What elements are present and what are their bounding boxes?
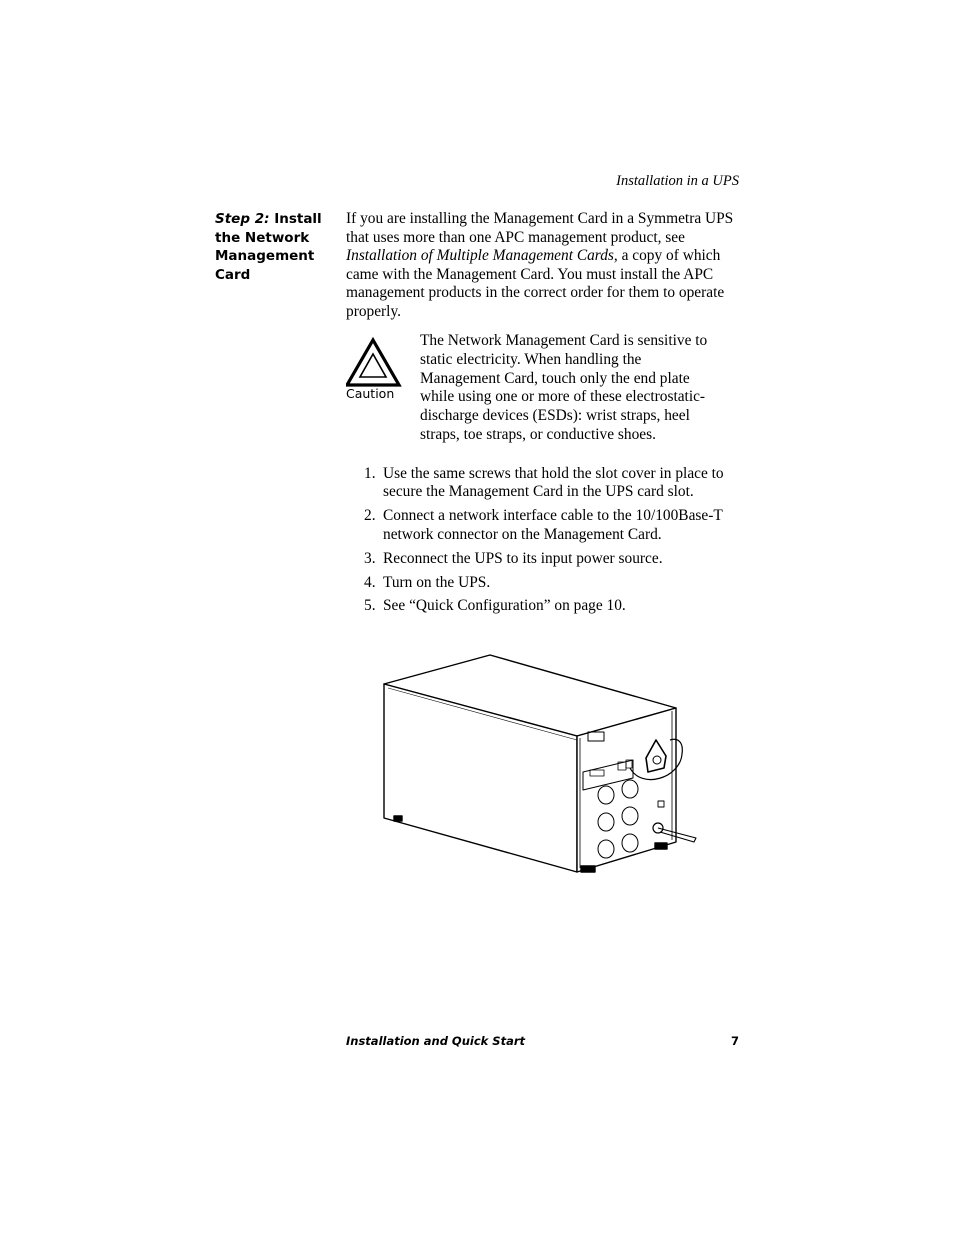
installation-steps <box>346 465 741 621</box>
step-text: See “Quick Configuration” on page 10. <box>383 597 626 615</box>
step-number: 3. <box>364 549 376 567</box>
running-head: Installation in a UPS <box>616 173 739 189</box>
step-item <box>346 550 741 568</box>
step-text: Reconnect the UPS to its input power source. <box>383 549 663 567</box>
intro-paragraph <box>346 210 741 322</box>
step-number: 1. <box>364 465 376 482</box>
page-number: 7 <box>730 1034 739 1048</box>
caution-text: The Network Management Card is sensitive to static electricity. When handling the Management Card, touch only the end plate while using one or more of these electrostatic-discharge devices (ESDs): wrist straps, heel straps, toe straps, or conductive shoes. <box>420 332 708 443</box>
step-text: Connect a network interface cable to the 10/100Base-T network connector on the Management Card. <box>383 507 723 543</box>
step-number: 5. <box>364 597 376 615</box>
step-item <box>346 507 741 544</box>
section-heading-title: Install the Network Management Card <box>215 211 322 283</box>
caution-label: Caution <box>346 386 395 401</box>
intro-reference: Installation of Multiple Management Cards <box>346 247 614 265</box>
section-heading <box>215 210 325 284</box>
step-item <box>346 465 741 502</box>
ups-illustration <box>380 650 700 880</box>
step-text: Turn on the UPS. <box>383 573 491 591</box>
intro-text-1: If you are installing the Management Card in a Symmetra UPS that uses more than one APC management product, see <box>346 210 734 246</box>
section-heading-step: Step 2: <box>215 211 270 227</box>
intro-text-2: , a copy of which came with the Management Card. You must install the APC management products in the correct order for them to operate properly. <box>346 247 725 320</box>
step-number: 4. <box>364 573 376 591</box>
step-item <box>346 597 741 615</box>
step-item <box>346 574 741 592</box>
step-text: Use the same screws that hold the slot cover in place to secure the Management Card in the UPS card slot. <box>383 465 724 501</box>
footer-title: Installation and Quick Start <box>346 1034 526 1048</box>
step-number: 2. <box>364 507 376 525</box>
